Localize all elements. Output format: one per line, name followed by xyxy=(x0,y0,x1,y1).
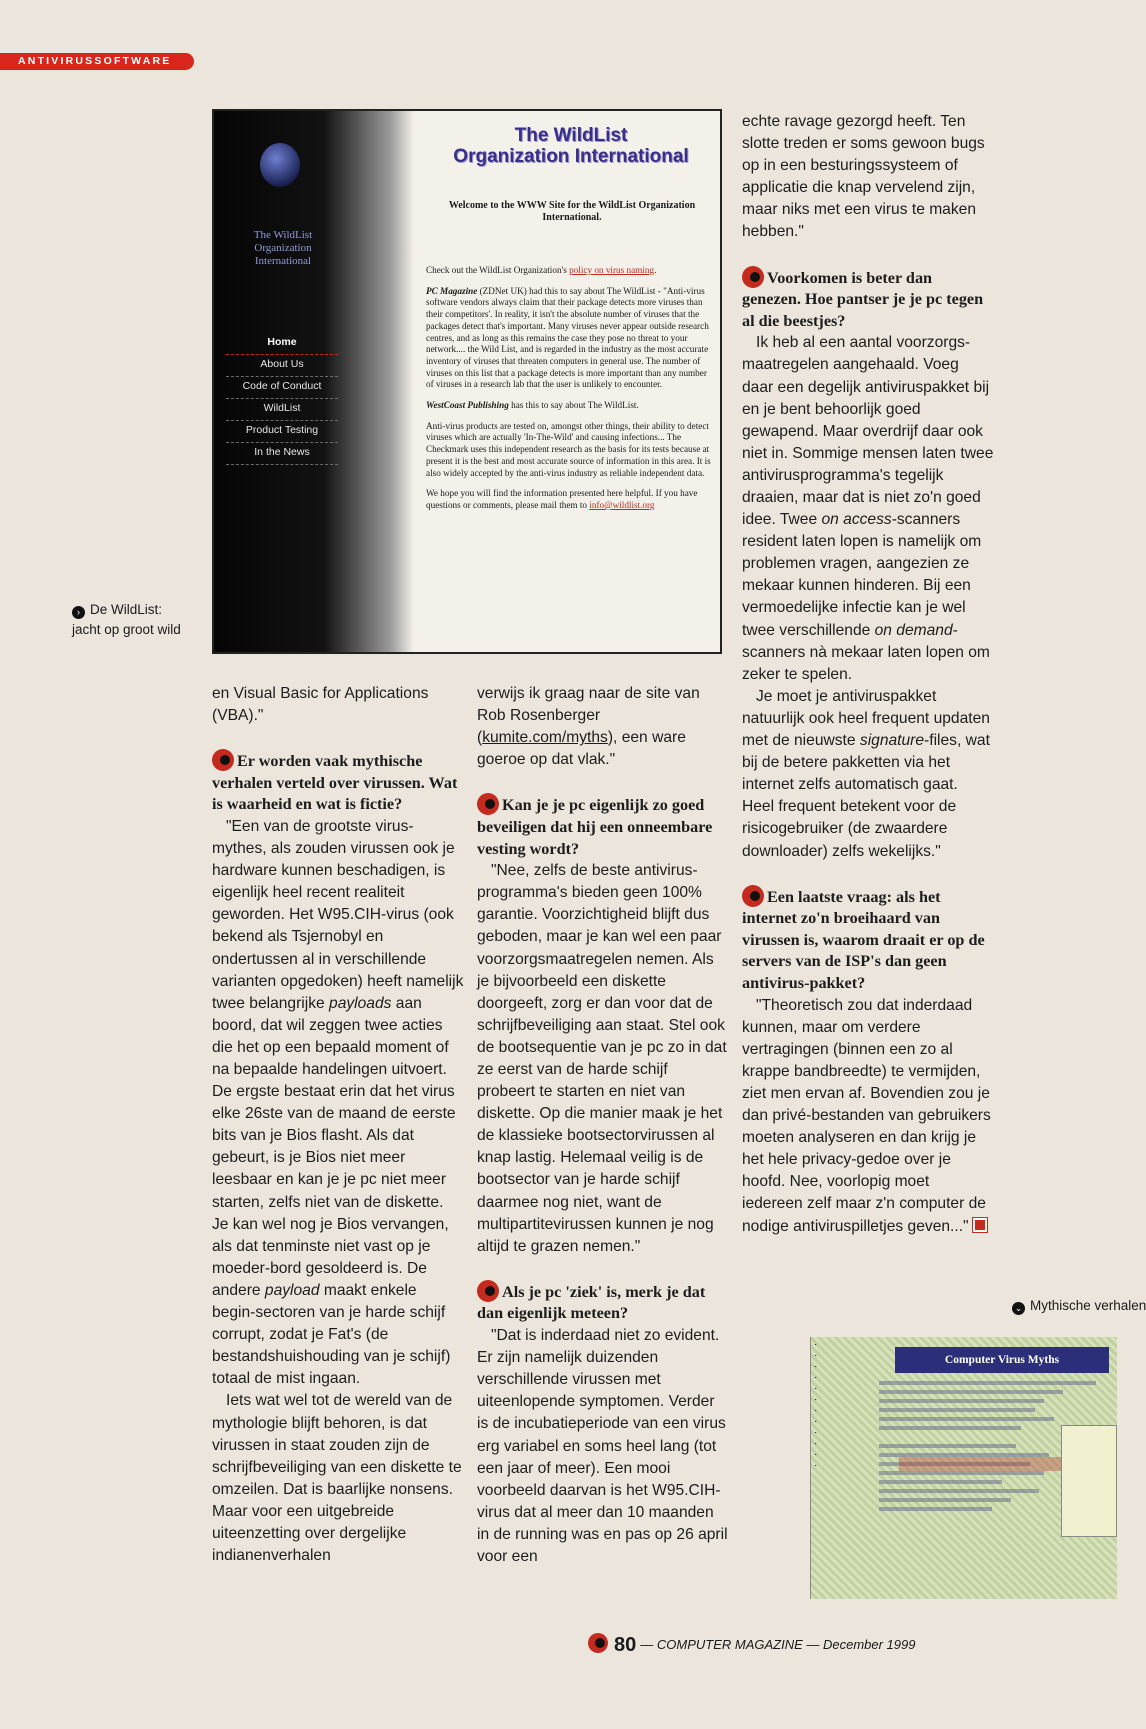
text-line xyxy=(879,1390,1063,1394)
emphasis: payload xyxy=(264,1281,320,1299)
sidebar-link[interactable] xyxy=(815,1427,869,1434)
sidebar-org-name: The WildList Organization International xyxy=(253,229,313,267)
wildlist-nav xyxy=(226,333,338,465)
question-heading xyxy=(212,749,464,816)
para-text: -files, wat bij de betere pakketten via het internet zelfs automatisch gaat. Heel frequent betekent voor de risicogebruiker (de zwaardere downloader) zelfs wekelijks." xyxy=(742,732,990,860)
text-line xyxy=(879,1417,1054,1421)
question-heading xyxy=(477,793,729,860)
text-line xyxy=(879,1489,1039,1493)
text-line xyxy=(879,1426,1021,1430)
question-text: Als je pc 'ziek' is, merk je dat dan eigenlijk meteen? xyxy=(477,1282,706,1323)
para-text: verwijs ik graag naar de site van Rob Rosenberger ( xyxy=(477,685,700,747)
sidebar-link[interactable] xyxy=(815,1449,869,1456)
para-text: Je moet je antiviruspakket natuurlijk ook heel frequent updaten met de nieuwste xyxy=(742,687,990,750)
arrow-bullet-icon: › xyxy=(72,606,85,619)
para-text: has this to say about The WildList. xyxy=(508,400,639,411)
paragraph: "Dat is inderdaad niet zo evident. Er zijn namelijk duizenden verschillende virussen met uiteenlopende symptomen. Verder is de incubatieperiode van een virus erg variabel en soms heel lang (tot een jaar of meer). Een mooi voorbeeld daarvan is het W95.CIH-virus dat al meer dan 10 maanden in de running was en pas op 26 april voor een xyxy=(477,1327,728,1565)
text-line xyxy=(879,1444,1016,1448)
sidebar-link[interactable] xyxy=(815,1394,869,1401)
paragraph xyxy=(212,816,464,1390)
wildlist-para-pcmag xyxy=(426,286,714,391)
question-logo-icon xyxy=(212,749,234,771)
myths-sidebar xyxy=(811,1337,873,1599)
para-text: -scanners resident laten lopen is namelijk om problemen vragen, aangezien ze mekaar kunnen hinderen. Bij een vermoedelijke infectie kan je wel twee verschillende xyxy=(742,511,982,639)
para-text: ), een ware goeroe op dat vlak." xyxy=(477,729,686,769)
end-mark-icon xyxy=(973,1218,987,1232)
para-text: aan boord, dat wil zeggen twee acties die het op een bepaald moment of na bepaalde handelingen uitvoert. De ergste bestaat erin dat het virus elke 26ste van de maand de eerste bits van je Bios flasht. Als dat gebeurt, is je Bios niet meer leesbaar en kan je je pc niet meer starten, zelfs niet van de diskette. Je kan wel nog je Bios vervangen, als dat tenminste niet vast op je moeder-bord gesoldeerd is. De andere xyxy=(212,994,456,1299)
paragraph: "Nee, zelfs de beste antivirus-programma's bieden geen 100% garantie. Voorzichtigheid blijft dus geboden, maar je kan wel een paar voorzorgsmaatregelen nemen. Als je bijvoorbeeld een diskette doorgeeft, zorg er dan voor dat de schrijfbeveiliging aan staat. Stel ook de bootsequentie van je pc zo in dat ze eerst van de harde schijf probeert te starten en niet van diskette. Op die manier maak je het de klassieke bootsectorvirussen al knap lastig. Helemaal veilig is de bootsector van je harde schijf daarmee nog niet, want de multipartitevirussen kunnen je nog altijd te grazen nemen." xyxy=(477,862,727,1255)
para-text: "Een van de grootste virus-mythes, als zouden virussen ook je hardware kunnen beschadigen, is eigenlijk heel recent realiteit geworden. Het W95.CIH-virus (ook bekend als Tsjernobyl en ondertussen al in verschillende varianten opgedoken) heeft namelijk twee belangrijke xyxy=(212,817,464,1012)
paragraph: Iets wat wel tot de wereld van de mythologie blijft behoren, is dat virussen in staat zouden zijn de schrijfbeveiliging van een diskette te omzeilen. Dat is baarlijke nonsens. Maar voor een uitgebreide uiteenzetting over dergelijke indianenverhalen xyxy=(212,1392,462,1565)
question-logo-icon xyxy=(742,266,764,288)
page-footer xyxy=(588,1633,915,1657)
nav-item-wildlist[interactable]: WildList xyxy=(226,399,338,421)
question-text: Kan je je pc eigenlijk zo goed beveiligen dat hij een onneembare vesting wordt? xyxy=(477,796,713,858)
para-text: (ZDNet UK) had this to say about The WildList - "Anti-virus software vendors always claim that their package detects more viruses than their competitors'. In reality, it isn't the absolute number of viruses that the packages detect that's important. Many viruses never appear outside research centres, and as long as this remains the case they pose no threat to your network.... the Wild List, and is regarded in the industry as the most accurate inventory of viruses that threaten computers in general use. The number of viruses on this list that a package detects is more important than any number of viruses in a research lab that the user is unlikely to encounter. xyxy=(426,285,709,390)
sidebar-link[interactable] xyxy=(815,1460,869,1467)
caption-myths xyxy=(1012,1296,1146,1316)
paragraph xyxy=(742,686,994,863)
sidebar-link[interactable] xyxy=(815,1383,869,1390)
sidebar-link[interactable] xyxy=(815,1405,869,1412)
para-text: maakt enkele begin-sectoren van je harde schijf corrupt, zodat je Fat's (de bestandshuishouding van je schijf) totaal de mist ingaan. xyxy=(212,1281,451,1388)
article-column-3 xyxy=(742,111,994,1238)
wildlist-para-contact xyxy=(426,488,714,511)
kumite-link[interactable]: kumite.com/myths xyxy=(482,729,608,747)
highlight-block xyxy=(899,1457,1063,1471)
article-column-1 xyxy=(212,683,464,1567)
wildlist-welcome: Welcome to the WWW Site for the WildList Organization International. xyxy=(448,200,696,223)
wildlist-title xyxy=(436,125,706,167)
nav-item-code-of-conduct[interactable]: Code of Conduct xyxy=(226,377,338,399)
question-heading xyxy=(477,1280,729,1325)
wildlist-body xyxy=(426,265,714,521)
para-text: "Theoretisch zou dat inderdaad kunnen, maar om verdere vertragingen (binnen een zo al krappe bandbreedte) te vermijden, ziet men ervan af. Bovendien zou je dan privé-bestanden van gebruikers moeten analyseren en dan krijg je het hele privacy-gedoe over je hoofd. Nee, voorlopig moet iedereen zelf maar z'n computer de nodige antiviruspilletjes geven..." xyxy=(742,996,991,1235)
footer-text: — COMPUTER MAGAZINE — December 1999 xyxy=(640,1637,916,1652)
text-line xyxy=(879,1399,1044,1403)
caption-line1 xyxy=(72,600,181,620)
caption-wildlist xyxy=(72,600,181,640)
question-heading xyxy=(742,266,994,333)
text-line xyxy=(879,1408,1035,1412)
question-heading xyxy=(742,885,994,995)
question-text: Voorkomen is beter dan genezen. Hoe pantser je je pc tegen al die beestjes? xyxy=(742,268,984,330)
question-text: Een laatste vraag: als het internet zo'n broeihaard van virussen is, waarom draait er op de servers van de ISP's dan geen antivirus-pakket? xyxy=(742,887,985,992)
wildlist-para-naming xyxy=(426,265,714,277)
nav-item-about-us[interactable]: About Us xyxy=(226,355,338,377)
para-text: We hope you will find the information presented here helpful. If you have questions or comments, please mail them to xyxy=(426,488,698,510)
wildlist-title-line1: The WildList xyxy=(514,125,628,146)
para-text: Ik heb al een aantal voorzorgs-maatregelen aangehaald. Voeg daar een degelijk antiviruspakket bij en je bent behoorlijk goed gewapend. Maar overdrijf daar ook niet in. Sommige mensen laten twee antivirusprogramma's tegelijk draaien, maar dat is niet zo'n goed idee. Twee xyxy=(742,334,994,529)
paragraph xyxy=(742,995,994,1238)
emphasis: payloads xyxy=(329,994,392,1012)
magazine-logo-icon xyxy=(588,1633,608,1653)
nav-item-home[interactable]: Home xyxy=(226,333,338,355)
question-logo-icon xyxy=(477,1280,499,1302)
email-link[interactable]: info@wildlist.org xyxy=(589,499,655,510)
caption-text: De WildList: xyxy=(90,602,163,617)
info-box xyxy=(1061,1425,1117,1537)
emphasis: on access xyxy=(821,511,892,529)
wildlist-para-westcoast xyxy=(426,400,714,412)
sidebar-link[interactable] xyxy=(815,1372,869,1379)
paragraph: en Visual Basic for Applications (VBA)." xyxy=(212,685,429,725)
sidebar-link[interactable] xyxy=(815,1339,869,1346)
source-pcmag: PC Magazine xyxy=(426,285,478,296)
para-text: -scanners nà mekaar laten lopen om zeker te spelen. xyxy=(742,621,990,683)
sidebar-link[interactable] xyxy=(815,1416,869,1423)
wildlist-para-checkmark: Anti-virus products are tested on, amongst other things, their ability to detect viruses which are actually 'In-The-Wild' and causing infections... The Checkmark uses this independent research as the basis for its tests because at present it is the best and most accurate source of information in this area. It is also widely accepted by the anti-virus industry as reliable independent data. xyxy=(426,420,711,478)
sidebar-link[interactable] xyxy=(815,1361,869,1368)
section-label: ANTIVIRUSSOFTWARE xyxy=(0,53,194,70)
arrow-bullet-icon: ⌄ xyxy=(1012,1302,1025,1315)
text-line xyxy=(879,1381,1096,1385)
nav-item-product-testing[interactable]: Product Testing xyxy=(226,421,338,443)
sidebar-link[interactable] xyxy=(815,1438,869,1445)
source-westcoast: WestCoast Publishing xyxy=(426,400,509,411)
myths-title: Computer Virus Myths xyxy=(895,1347,1109,1373)
paragraph xyxy=(742,332,994,686)
virus-myths-screenshot xyxy=(810,1337,1117,1599)
para-text: Check out the WildList Organization's xyxy=(426,265,570,275)
wildlist-sidebar xyxy=(214,111,414,652)
text-line xyxy=(879,1498,1011,1502)
text-line xyxy=(879,1471,1044,1475)
nav-item-in-the-news[interactable]: In the News xyxy=(226,443,338,465)
text-line xyxy=(879,1480,1002,1484)
policy-link[interactable]: policy on virus naming xyxy=(569,265,655,275)
caption-text: Mythische verhalen xyxy=(1030,1298,1146,1313)
page-number: 80 xyxy=(614,1634,637,1656)
emphasis: on demand xyxy=(874,621,953,639)
emphasis: signature xyxy=(859,732,925,750)
caption-line2: jacht op groot wild xyxy=(72,622,181,637)
text-line xyxy=(879,1507,992,1511)
wildlist-title-line2: Organization International xyxy=(453,146,689,167)
question-text: Er worden vaak mythische verhalen verteld over virussen. Wat is waarheid en wat is fictie? xyxy=(212,752,458,814)
wildlist-screenshot xyxy=(212,109,722,654)
question-logo-icon xyxy=(477,793,499,815)
sidebar-link[interactable] xyxy=(815,1350,869,1357)
question-logo-icon xyxy=(742,885,764,907)
globe-icon xyxy=(260,143,300,187)
paragraph: echte ravage gezorgd heeft. Ten slotte treden er soms gewoon bugs op in een besturingssysteem of applicatie die knap vervelend zijn, maar niks met een virus te maken hebben." xyxy=(742,113,985,241)
para-text: . xyxy=(654,265,657,275)
paragraph xyxy=(477,683,729,771)
article-column-2 xyxy=(477,683,729,1568)
